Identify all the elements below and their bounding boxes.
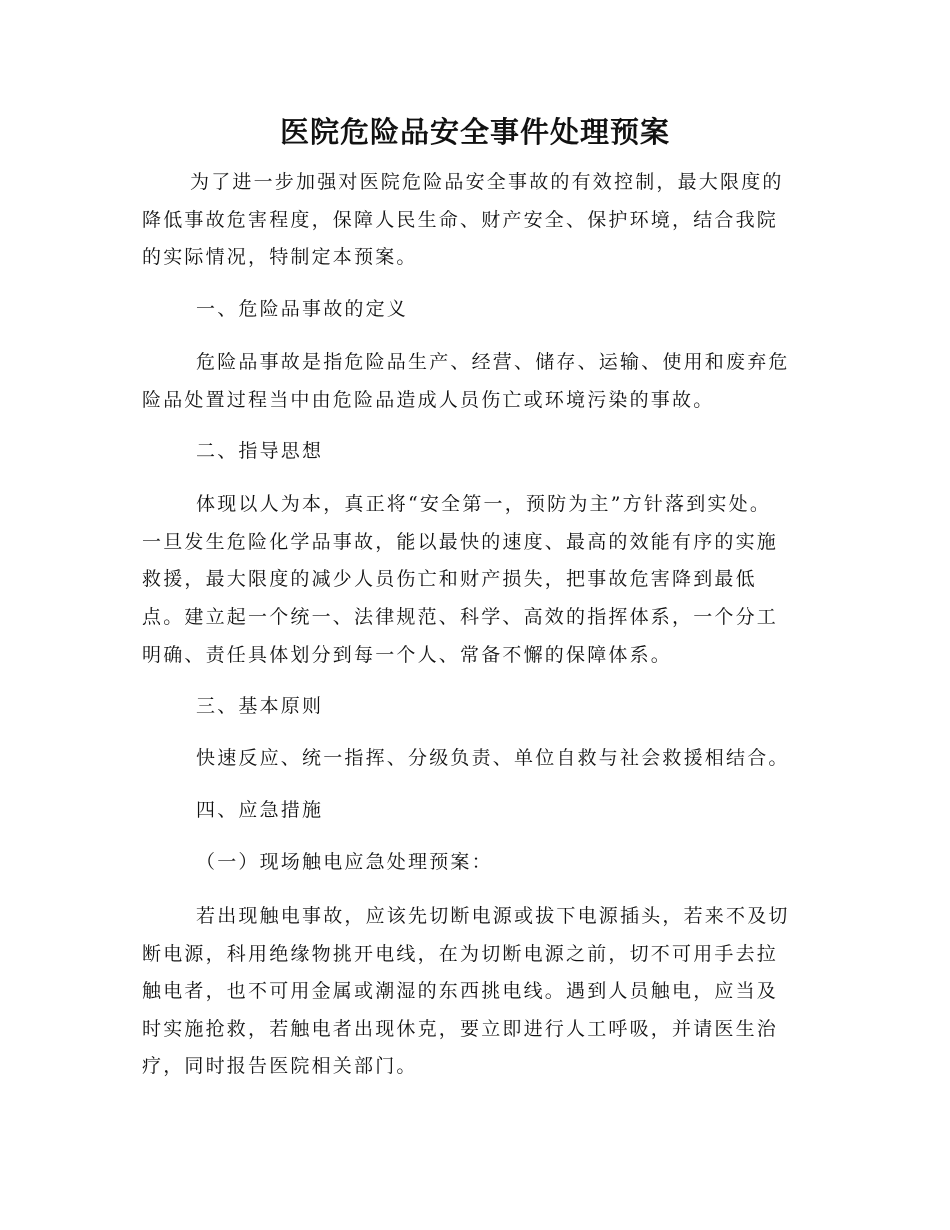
intro-line-3: 的实际情况，特制定本预案。 bbox=[142, 246, 418, 268]
intro-line-2: 降低事故危害程度，保障人民生命、财产安全、保护环境，结合我院 bbox=[142, 209, 779, 231]
intro-line-1: 为了进一步加强对医院危险品安全事故的有效控制，最大限度的 bbox=[190, 171, 784, 193]
section3-heading: 三、基本原则 bbox=[196, 695, 324, 717]
section2-line-3: 救援，最大限度的减少人员伤亡和财产损失，把事故危害降到最低 bbox=[142, 568, 757, 590]
section1-heading: 一、危险品事故的定义 bbox=[196, 298, 409, 320]
section2-line-4: 点。建立起一个统一、法律规范、科学、高效的指挥体系，一个分工 bbox=[142, 606, 779, 628]
section2-line-1: 体现以人为本，真正将“安全第一，预防为主”方针落到实处。 bbox=[196, 493, 772, 515]
subsection1-line-1: 若出现触电事故，应该先切断电源或拔下电源插头，若来不及切 bbox=[196, 905, 790, 927]
section2-heading: 二、指导思想 bbox=[196, 440, 324, 462]
subsection1-line-5: 疗，同时报告医院相关部门。 bbox=[142, 1055, 418, 1077]
section2-line-2: 一旦发生危险化学品事故，能以最快的速度、最高的效能有序的实施 bbox=[142, 531, 779, 553]
section4-heading: 四、应急措施 bbox=[196, 799, 324, 821]
subsection1-heading: （一）现场触电应急处理预案： bbox=[196, 851, 493, 873]
section2-line-5: 明确、责任具体划分到每一个人、常备不懈的保障体系。 bbox=[142, 644, 673, 666]
section1-line-1: 危险品事故是指危险品生产、经营、储存、运输、使用和废弃危 bbox=[196, 351, 790, 373]
subsection1-line-3: 触电者，也不可用金属或潮湿的东西挑电线。遇到人员触电，应当及 bbox=[142, 980, 779, 1002]
section3-line-1: 快速反应、统一指挥、分级负责、单位自救与社会救援相结合。 bbox=[196, 747, 790, 769]
section1-line-2: 险品处置过程当中由危险品造成人员伤亡或环境污染的事故。 bbox=[142, 389, 715, 411]
document-title: 医院危险品安全事件处理预案 bbox=[279, 115, 670, 149]
subsection1-line-4: 时实施抢救，若触电者出现休克，要立即进行人工呼吸，并请医生治 bbox=[142, 1018, 779, 1040]
subsection1-line-2: 断电源，科用绝缘物挑开电线，在为切断电源之前，切不可用手去拉 bbox=[142, 943, 779, 965]
